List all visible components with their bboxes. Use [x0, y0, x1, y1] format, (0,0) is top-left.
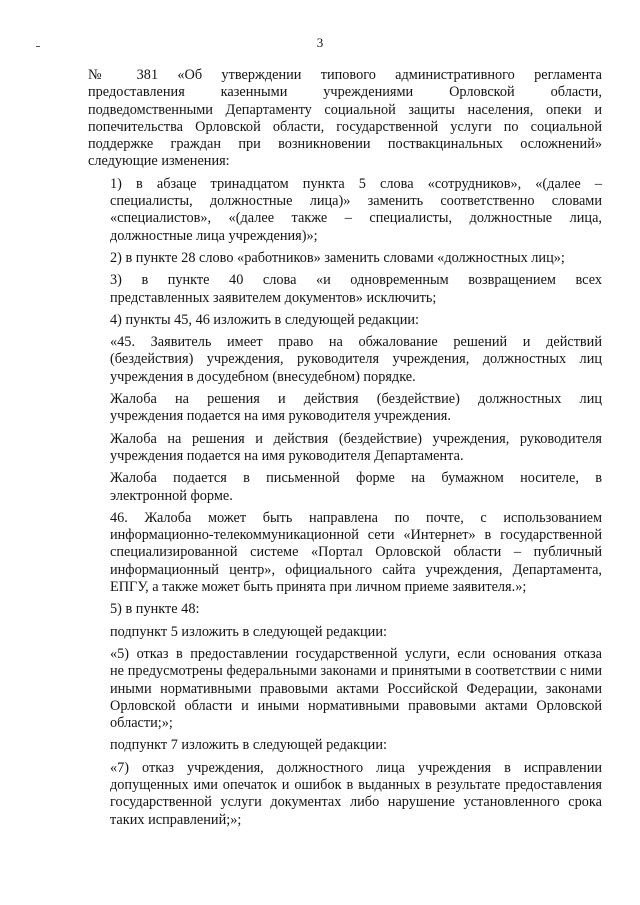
- text-line: попечительства Орловской области, государственной услуги по социальной: [88, 118, 602, 135]
- text-line: «7) отказ учреждения, должностного лица учреждения в исправлении: [110, 759, 602, 776]
- text-line: учреждения подается на имя руководителя учреждения.: [110, 408, 451, 425]
- paragraph: [88, 334, 602, 386]
- text-line: области;»;: [110, 715, 173, 732]
- text-line: информационный центр», официального сайта учреждения, Департамента,: [110, 561, 602, 578]
- text-line: подведомственными Департаменту социальной защиты населения, опеки и: [88, 101, 602, 118]
- text-line: подпункт 7 изложить в следующей редакции:: [110, 737, 387, 754]
- paragraph: [88, 737, 602, 754]
- text-line: 3) в пункте 40 слова «и одновременным возвращением всех: [110, 272, 602, 289]
- text-line: учреждения в досудебном (внесудебном) порядке.: [110, 368, 416, 385]
- paragraph: [88, 272, 602, 307]
- page-number: 3: [316, 35, 324, 50]
- text-line: электронной форме.: [110, 487, 233, 504]
- text-line: не предусмотрены федеральными законами и принятыми в соответствии с ними: [110, 663, 602, 680]
- text-line: Орловской области и иными нормативными правовыми актами Орловской: [110, 697, 602, 714]
- text-line: 4) пункты 45, 46 изложить в следующей редакции:: [110, 311, 419, 328]
- text-line: представленных заявителем документов» исключить;: [110, 289, 437, 306]
- text-line: должностные лица учреждения)»;: [110, 227, 318, 244]
- paragraph: [88, 312, 602, 329]
- paragraph: [88, 760, 602, 829]
- text-line: таких исправлений;»;: [110, 811, 242, 828]
- text-line: «специалистов», «(далее также – специалисты, должностные лица,: [110, 210, 602, 227]
- text-line: 46. Жалоба может быть направлена по почте, с использованием: [110, 509, 602, 526]
- text-line: иными нормативными правовыми актами Российской Федерации, законами: [110, 680, 602, 697]
- text-line: поддержке граждан при возникновении поствакцинальных осложнений»: [88, 136, 602, 153]
- text-line: (бездействия) учреждения, руководителя учреждения, должностных лиц: [110, 351, 602, 368]
- document-body: [88, 67, 602, 829]
- text-line: специализированной системе «Портал Орловской области – публичный: [110, 544, 602, 561]
- text-line: Жалоба подается в письменной форме на бумажном носителе, в: [110, 470, 602, 487]
- text-line: 5) в пункте 48:: [110, 601, 200, 618]
- text-line: специалисты, должностные лица)» заменить соответственно словами: [110, 193, 602, 210]
- text-line: государственной услуги документах либо нарушение установленного срока: [110, 794, 602, 811]
- text-line: информационно-телекоммуникационной сети «Интернет» в государственной: [110, 527, 602, 544]
- text-line: предоставления казенными учреждениями Орловской области,: [88, 84, 602, 101]
- text-line: Жалоба на решения и действия (бездействие) должностных лиц: [110, 391, 602, 408]
- text-line: следующие изменения:: [88, 153, 230, 170]
- text-line: 1) в абзаце тринадцатом пункта 5 слова «сотрудников», «(далее –: [110, 175, 602, 192]
- paragraph: [88, 250, 602, 267]
- paragraph: [88, 470, 602, 505]
- text-line: учреждения подается на имя руководителя Департамента.: [110, 447, 464, 464]
- text-line: подпункт 5 изложить в следующей редакции:: [110, 623, 387, 640]
- text-line: № 381 «Об утверждении типового административного регламента: [88, 67, 602, 83]
- paragraph: [88, 431, 602, 466]
- text-line: «5) отказ в предоставлении государственной услуги, если основания отказа: [110, 645, 602, 662]
- paragraph: [88, 601, 602, 618]
- text-line: ЕПГУ, а также может быть принята при личном приеме заявителя.»;: [110, 579, 527, 596]
- paragraph: [88, 510, 602, 596]
- paragraph: [88, 624, 602, 641]
- paragraph: [88, 646, 602, 732]
- text-line: 2) в пункте 28 слово «работников» заменить словами «должностных лиц»;: [110, 249, 565, 266]
- paragraph: [88, 67, 602, 171]
- paragraph: [88, 391, 602, 426]
- text-line: Жалоба на решения и действия (бездействие) учреждения, руководителя: [110, 430, 602, 447]
- paragraph: [88, 176, 602, 245]
- text-line: «45. Заявитель имеет право на обжалование решений и действий: [110, 334, 602, 351]
- text-line: допущенных ими опечаток и ошибок в выданных в результате предоставления: [110, 776, 602, 793]
